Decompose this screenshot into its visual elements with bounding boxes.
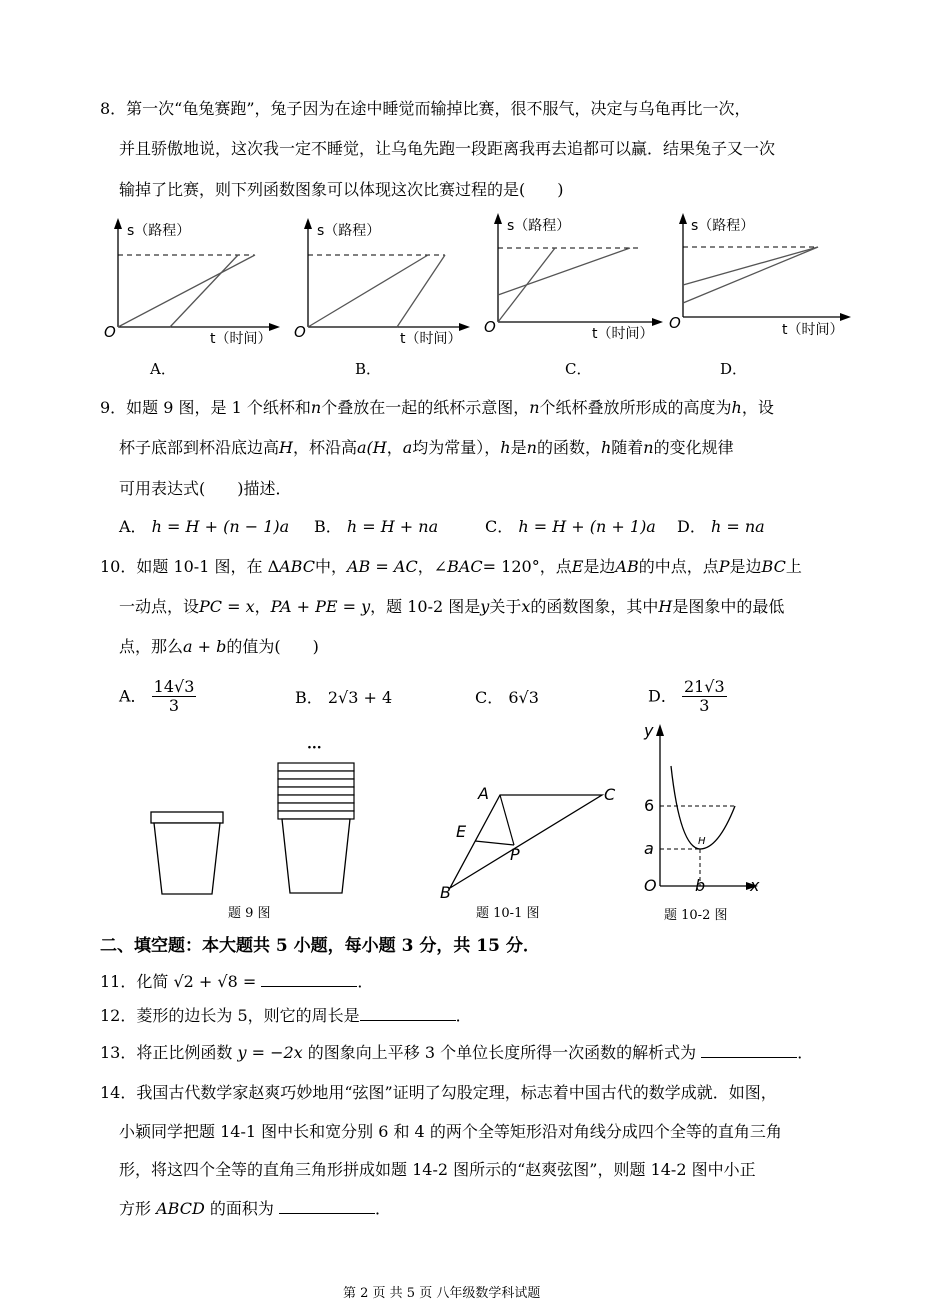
section-2-heading: 二、填空题：本大题共 5 小题，每小题 3 分，共 15 分．	[100, 936, 540, 956]
graph-b-origin: O	[294, 323, 306, 341]
q8-option-b: B．	[355, 360, 382, 378]
fig10-1-triangle	[430, 780, 630, 900]
q10-option-c: C． 6√3	[475, 688, 539, 707]
graph-tick-6: 6	[644, 796, 655, 815]
q11: 11．化简 √2 + √8 = ．	[100, 972, 374, 991]
q9-line-2: 杯子底部到杯沿底边高H，杯沿高a(H，a均为常量），h是n的函数，h随着n的变化规律	[119, 438, 734, 457]
q13: 13．将正比例函数 y = −2x 的图象向上平移 3 个单位长度所得一次函数的解析式为 ．	[100, 1043, 814, 1062]
q8-option-d: D．	[720, 360, 748, 378]
q14-answer-blank[interactable]	[279, 1199, 375, 1214]
graph-y-label: y	[644, 721, 654, 740]
q10-option-d: D． $\frac{21√3}{3}$	[648, 677, 725, 715]
graph-d-ylabel: s（路程）	[691, 218, 755, 234]
graph-b-ylabel: s（路程）	[317, 223, 381, 239]
q14-line-3: 形，将这四个全等的直角三角形拼成如题 14-2 图所示的“赵爽弦图”，则题 14-2 图中小正	[119, 1160, 756, 1179]
graph-x-label: x	[750, 876, 760, 895]
q10-line-3: 点，那么a + b的值为( )	[119, 637, 319, 656]
graph-c-ylabel: s（路程）	[507, 218, 571, 234]
graph-a-ylabel: s（路程）	[127, 223, 191, 239]
fig9-single-cup	[148, 810, 228, 895]
q14-line-4: 方形 ABCD 的面积为 ．	[119, 1199, 392, 1218]
pt-b: B	[440, 883, 451, 902]
q8-graph-a	[100, 215, 280, 350]
graph-b-xlabel: t（时间）	[400, 331, 462, 347]
q10-line-2: 一动点，设PC = x，PA + PE = y，题 10-2 图是y关于x的函数图象，其中H是图象中的最低	[119, 597, 785, 616]
q9-option-b: B． h = H + na	[314, 517, 439, 536]
q13-answer-blank[interactable]	[701, 1043, 797, 1058]
fig10-2-caption: 题 10-2 图	[664, 908, 728, 923]
q8-graph-b	[290, 215, 470, 350]
q9-line-1: 9．如题 9 图，是 1 个纸杯和n个叠放在一起的纸杯示意图，n个纸杯叠放所形成的高度为h，设	[100, 398, 774, 417]
pt-e: E	[456, 822, 467, 841]
q9-option-a: A． h = H + (n − 1)a	[119, 517, 290, 536]
graph-c-origin: O	[484, 318, 496, 336]
graph-d-xlabel: t（时间）	[782, 322, 844, 338]
q8-line-3: 输掉了比赛，则下列函数图象可以体现这次比赛过程的是( )	[119, 180, 564, 199]
q9-line-3: 可用表达式( )描述．	[119, 479, 292, 498]
q10-line-1: 10．如题 10-1 图，在 ΔABC中，AB = AC，∠BAC= 120°，点E是边AB的中点，点P是边BC上	[100, 557, 802, 576]
pt-c: C	[604, 785, 616, 804]
graph-d-origin: O	[669, 314, 681, 332]
graph-a-xlabel: t（时间）	[210, 331, 272, 347]
q8-graph-d	[668, 210, 853, 340]
q10-option-a: A． $\frac{14√3}{3}$	[119, 677, 195, 715]
q9-option-d: D． h = na	[677, 517, 765, 536]
q10-option-b: B． 2√3 + 4	[295, 688, 393, 707]
graph-tick-b: b	[695, 876, 706, 895]
graph-c-xlabel: t（时间）	[592, 326, 654, 342]
q8-option-a: A．	[150, 360, 176, 378]
graph-a-origin: O	[104, 323, 116, 341]
fig10-2-graph	[640, 718, 770, 898]
graph-tick-a: a	[644, 839, 654, 858]
graph-point-h: H	[698, 836, 706, 847]
fig9-dots: ···	[307, 740, 322, 756]
q12-answer-blank[interactable]	[360, 1006, 456, 1021]
q8-graph-c	[480, 210, 665, 345]
q14-line-1: 14．我国古代数学家赵爽巧妙地用“弦图”证明了勾股定理，标志着中国古代的数学成就．如图，	[100, 1083, 777, 1102]
q11-answer-blank[interactable]	[261, 972, 357, 987]
q8-line-1: 8．第一次“龟兔赛跑”，兔子因为在途中睡觉而输掉比赛，很不服气，决定与乌龟再比一次，	[100, 99, 751, 118]
q8-line-2: 并且骄傲地说，这次我一定不睡觉，让乌龟先跑一段距离我再去追都可以赢．结果兔子又一次	[119, 139, 776, 158]
graph-origin: O	[644, 876, 657, 895]
fig9-stacked-cups	[275, 760, 360, 895]
page-footer: 第 2 页 共 5 页 八年级数学科试题	[343, 1286, 541, 1301]
fig9-caption: 题 9 图	[228, 906, 271, 921]
q14-line-2: 小颖同学把题 14-1 图中长和宽分别 6 和 4 的两个全等矩形沿对角线分成四个全等的直角三角	[119, 1122, 782, 1141]
q12: 12．菱形的边长为 5，则它的周长是 ．	[100, 1006, 472, 1025]
fig10-1-caption: 题 10-1 图	[476, 906, 540, 921]
pt-p: P	[510, 845, 520, 864]
q8-option-c: C．	[565, 360, 592, 378]
q9-option-c: C． h = H + (n + 1)a	[485, 517, 656, 536]
pt-a: A	[478, 784, 489, 803]
